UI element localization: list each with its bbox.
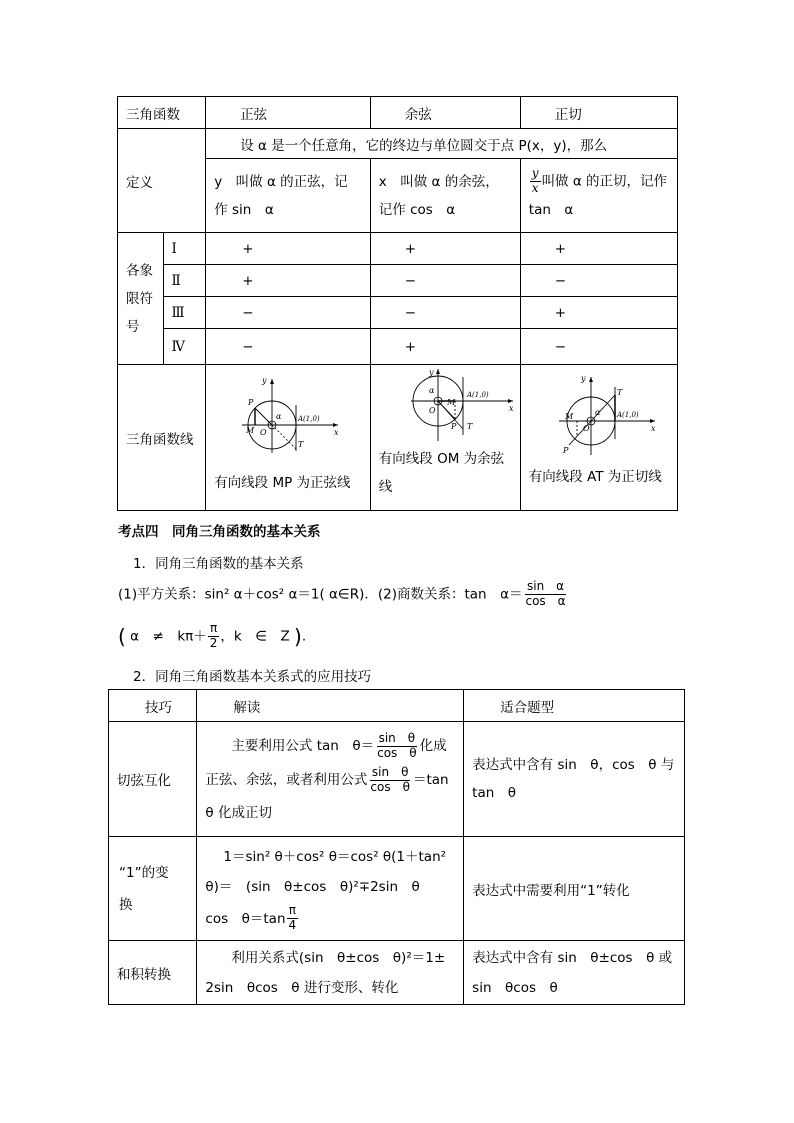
quadrant-sign-label [118, 233, 164, 365]
interpretation-1 [197, 722, 464, 837]
quadrant-label: Ⅰ [163, 233, 206, 265]
definition-label: 定义 [118, 129, 206, 233]
tangent-sign: − [520, 329, 677, 365]
frac-num: sin α [526, 579, 565, 593]
sine-line-cell [206, 365, 371, 511]
skill-sum-product: 和积转换 [109, 941, 197, 1005]
quadrant-label: Ⅲ [163, 297, 206, 329]
sign-label-2: 限符 [126, 290, 153, 307]
cosine-line-cell [370, 365, 520, 511]
problem-type-2: 表达式中需要利用“1”转化 [464, 837, 685, 941]
condition-text: α ≠ kπ＋ [130, 628, 207, 645]
identity-techniques-table [108, 689, 685, 1005]
header-skill: 技巧 [109, 690, 197, 722]
sine-line-caption: 有向线段 MP 为正弦线 [214, 475, 351, 491]
problem-type-1 [464, 722, 685, 837]
interp1-text-b: 化成 [419, 738, 447, 754]
point-m-label: M [246, 426, 255, 435]
interp1-text-d: ＝tan [412, 772, 449, 788]
point-a-label: A(1,0) [616, 411, 639, 419]
skill-tan-sin-cos: 切弦互化 [109, 722, 197, 837]
tangent-line-caption: 有向线段 AT 为正切线 [528, 469, 662, 485]
origin-label: O [428, 406, 436, 415]
point-t-label: T [616, 388, 623, 397]
interp1-text-c: 正弦、余弦，或者利用公式 [205, 772, 368, 788]
sine-definition [206, 159, 371, 233]
frac-den: cos θ [370, 779, 410, 794]
frac-den: cos θ [377, 745, 417, 760]
point-t-label: T [466, 422, 473, 431]
sign-label-3: 号 [126, 318, 140, 335]
header-problem-type: 适合题型 [464, 690, 685, 722]
frac-den: cos α [525, 593, 566, 608]
header-trig-function: 三角函数 [118, 97, 206, 129]
sine-sign: − [206, 297, 371, 329]
section-title: 考点四 同角三角函数的基本关系 [118, 524, 321, 540]
cosine-sign: + [370, 329, 520, 365]
formula-line [118, 580, 569, 609]
tangent-line-cell [520, 365, 677, 511]
quadrant-label: Ⅱ [163, 265, 206, 297]
frac-num: π [209, 621, 218, 635]
interpretation-3 [197, 941, 464, 1005]
interpretation-2 [197, 837, 464, 941]
formula-text: (1)平方关系：sin² α＋cos² α＝1( α∈R)．(2)商数关系：tan α＝ [118, 586, 523, 603]
tangent-sign: + [520, 297, 677, 329]
trig-line-label: 三角函数线 [118, 365, 206, 511]
frac-num: π [288, 903, 296, 918]
frac-den: 4 [288, 918, 297, 932]
problem-type-3 [464, 941, 685, 1005]
point-p-label: P [562, 446, 569, 455]
y-axis-label: y [428, 368, 434, 377]
x-axis-label: x [508, 404, 514, 413]
origin-label: O [582, 424, 590, 433]
y-over-x-fraction [530, 167, 541, 196]
sine-sign: + [206, 265, 371, 297]
item2-heading: 2．同角三角函数基本关系式的应用技巧 [133, 669, 372, 685]
cosine-sign: + [370, 233, 520, 265]
cosine-line-caption-1: 有向线段 OM 为余弦 [378, 451, 505, 467]
sine-line-diagram [238, 375, 348, 455]
alpha-label: α [428, 386, 435, 395]
x-axis-label: x [334, 428, 339, 437]
y-axis-label: y [262, 376, 267, 385]
sine-sign: + [206, 233, 371, 265]
interp2-line3: cos θ＝tan [205, 910, 286, 927]
skill-one-substitution [109, 837, 197, 941]
alpha-label: α [276, 412, 282, 421]
quadrant-label: Ⅳ [163, 329, 206, 365]
condition-text-b: ，k ∈ Z [220, 628, 290, 645]
header-cosine: 余弦 [370, 97, 520, 129]
formula-fraction [523, 580, 567, 609]
sine-def-line1: y 叫做 α 的正弦，记 [214, 173, 348, 190]
skill2-line1: “1”的变 [119, 864, 169, 881]
interp2-line2: θ)＝ (sin θ±cos θ)²∓2sin θ [205, 878, 420, 895]
y-axis-label: y [580, 374, 586, 383]
skill2-line2: 换 [119, 896, 133, 913]
item1-heading: 1．同角三角函数的基本关系 [133, 556, 304, 572]
origin-label: O [260, 428, 267, 437]
cosine-definition [370, 159, 520, 233]
tangent-sign: + [520, 233, 677, 265]
frac-den: 2 [209, 635, 218, 650]
frac-num: y [531, 166, 539, 181]
pi-over-4-fraction [287, 904, 299, 933]
point-p-label: P [248, 398, 254, 407]
point-t-label: T [298, 440, 304, 449]
interp2-line1: 1＝sin² θ＋cos² θ＝cos² θ(1＋tan² [223, 848, 447, 865]
tangent-def-line2: tan α [528, 201, 574, 218]
point-m-label: M [446, 398, 455, 407]
type1-line2: tan θ [472, 785, 517, 801]
x-axis-label: x [650, 424, 656, 433]
header-interpretation: 解读 [197, 690, 464, 722]
point-a-label: A(1,0) [466, 391, 489, 399]
point-m-label: M [564, 412, 573, 421]
alpha-label: α [594, 408, 601, 417]
sin-over-cos-fraction [368, 766, 412, 795]
type3-line2: sin θcos θ [472, 979, 558, 996]
tangent-definition [520, 159, 677, 233]
header-tangent: 正切 [520, 97, 677, 129]
point-a-label: A(1,0) [298, 415, 320, 423]
sine-def-line2: 作 sin α [214, 201, 274, 218]
interp3-line1: 利用关系式(sin θ±cos θ)²＝1± [231, 949, 446, 966]
condition-line: ( α ≠ kπ＋ $\frac{\pi}{2}$ ，k ∈ Z ). [118, 621, 307, 650]
cosine-def-line2: 记作 cos α [378, 201, 456, 218]
type3-line1: 表达式中含有 sin θ±cos θ 或 [472, 949, 673, 966]
cosine-sign: − [370, 265, 520, 297]
point-p-label: P [450, 422, 457, 431]
cosine-sign: − [370, 297, 520, 329]
definition-intro: 设 α 是一个任意角，它的终边与单位圆交于点 P(x，y)，那么 [206, 129, 678, 159]
type1-line1: 表达式中含有 sin θ，cos θ 与 [472, 757, 675, 773]
condition-fraction [208, 622, 220, 651]
interp1-text-a: 主要利用公式 tan θ＝ [231, 738, 375, 754]
frac-num: sin θ [371, 764, 409, 779]
tangent-sign: − [520, 265, 677, 297]
cosine-line-diagram [405, 367, 520, 443]
trig-definition-table [117, 96, 678, 511]
tangent-line-diagram [555, 373, 665, 457]
sine-sign: − [206, 329, 371, 365]
header-sine: 正弦 [206, 97, 371, 129]
sin-over-cos-fraction [375, 732, 419, 761]
interp3-line2: 2sin θcos θ 进行变形、转化 [205, 979, 399, 996]
frac-num: sin θ [378, 730, 416, 745]
sign-label-1: 各象 [126, 262, 153, 279]
interp1-text-e: θ 化成正切 [205, 805, 272, 821]
frac-den: x [531, 181, 539, 195]
cosine-line-caption-2: 线 [378, 479, 393, 495]
cosine-def-line1: x 叫做 α 的余弦， [378, 173, 499, 190]
tangent-def-line1: 叫做 α 的正切，记作 [541, 173, 668, 190]
